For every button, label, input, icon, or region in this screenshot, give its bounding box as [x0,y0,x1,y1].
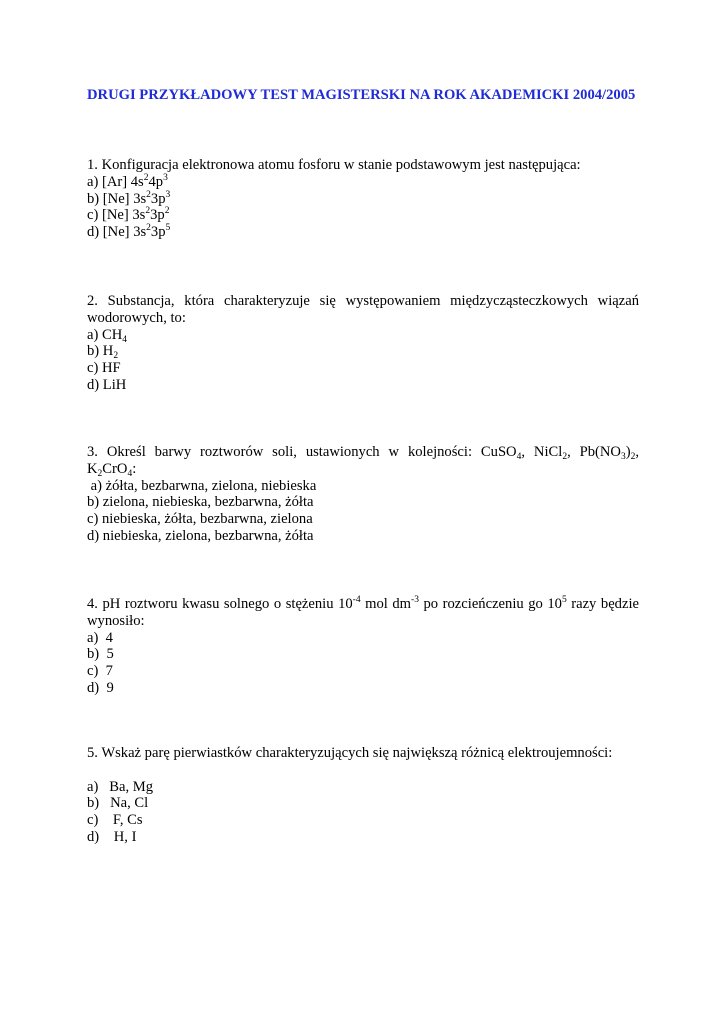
question-3-option-c: c) niebieska, żółta, bezbarwna, zielona [87,511,313,528]
question-2-option-a: a) $CH_4$ [87,326,128,345]
question-3-option-a: a) żółta, bezbarwna, zielona, niebieska [87,477,317,494]
question-2-option-c: c) HF [87,360,121,377]
question-5 [87,745,639,846]
question-2 [87,293,639,394]
question-4-option-d: d) 9 [87,679,114,696]
question-1 [87,157,639,241]
question-1-option-b: b) [Ne] $3s^23p^3$ [87,189,171,207]
question-3-option-b: b) zielona, niebieska, bezbarwna, żółta [87,494,314,511]
question-4 [87,596,639,697]
question-4-text-line-2: wynosiło: [87,612,145,629]
question-5-option-d: d) H, I [87,828,137,845]
question-3-text-line-1: 3. Określ barwy roztworów soli, ustawionych w kolejności: CuSO$_4$, NiCl$_2$, $Pb(NO_3)_2$, [87,444,640,462]
question-2-option-b: b) $H_2$ [87,343,119,362]
question-4-option-c: c) 7 [87,663,113,680]
question-3-option-d: d) niebieska, zielona, bezbarwna, żółta [87,527,314,544]
question-5-option-a: a) Ba, Mg [87,778,154,795]
question-1-option-a: a) [Ar] $4s^24p^3$ [87,172,168,190]
question-5-option-c: c) F, Cs [87,812,143,829]
question-2-option-d: d) LiH [87,376,127,393]
page-title: DRUGI PRZYKŁADOWY TEST MAGISTERSKI NA ROK AKADEMICKI 2004/2005 [87,87,636,103]
question-5-spacer [87,762,639,779]
question-4-text-line-1: 4. pH roztworu kwasu solnego o stężeniu $10^{-4}$ mol $dm^{-3}$ po rozcieńczeniu go $10^5$ razy będzie [87,595,639,612]
question-1-option-d: d) [Ne] $3s^23p^5$ [87,223,171,241]
question-2-text-line-2: wodorowych, to: [87,309,186,326]
question-4-option-a: a) 4 [87,629,113,646]
question-2-text-line-1: 2. Substancja, która charakteryzuje się występowaniem międzycząsteczkowych wiązań [87,293,639,309]
question-3-text-line-2: $K_2CrO_4$: [87,460,137,479]
question-4-option-b: b) 5 [87,646,114,663]
question-1-text: 1. Konfiguracja elektronowa atomu fosforu w stanie podstawowym jest następująca: [87,157,581,173]
question-5-option-b: b) Na, Cl [87,795,149,812]
question-3 [87,444,639,545]
question-1-option-c: c) [Ne] $3s^23p^2$ [87,206,170,224]
question-5-text: 5. Wskaż parę pierwiastków charakteryzujących się największą różnicą elektroujemności: [87,745,613,761]
